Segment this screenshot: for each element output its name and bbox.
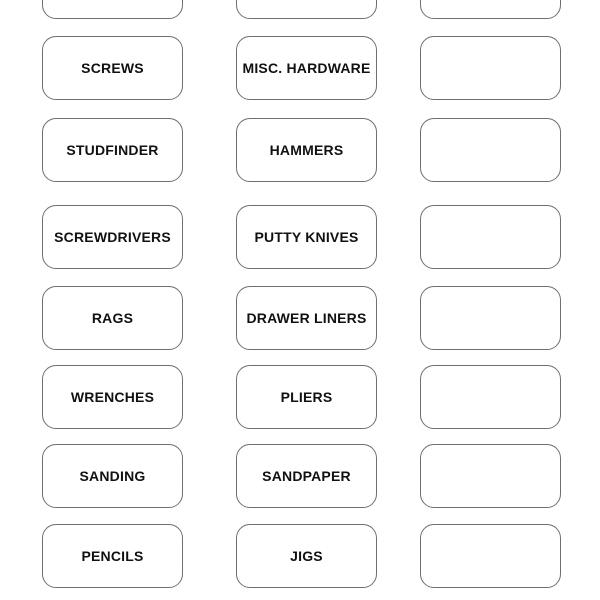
label-text: SCREWS (81, 60, 144, 76)
label-card-blank (420, 444, 561, 508)
label-text: RAGS (91, 310, 134, 326)
label-text: PENCILS (81, 548, 144, 564)
label-card (42, 0, 183, 19)
label-card (42, 286, 183, 350)
label-text: JIGS (290, 548, 323, 564)
label-card-blank (420, 0, 561, 19)
label-card (236, 118, 377, 182)
label-text: PLIERS (280, 389, 333, 405)
label-card-blank (420, 36, 561, 100)
label-text: HAMMERS (269, 142, 344, 158)
label-card-blank (420, 286, 561, 350)
label-card-blank (420, 365, 561, 429)
label-card (236, 36, 377, 100)
label-text: SCREWDRIVERS (54, 229, 171, 245)
label-card-blank (420, 205, 561, 269)
label-card (42, 36, 183, 100)
label-card-blank (420, 524, 561, 588)
label-text: WRENCHES (70, 389, 155, 405)
label-card (236, 286, 377, 350)
label-text: DRAWER LINERS (246, 310, 367, 326)
label-card (236, 444, 377, 508)
label-text: PUTTY KNIVES (254, 229, 359, 245)
label-card (236, 205, 377, 269)
label-card (42, 118, 183, 182)
label-card (236, 0, 377, 19)
label-card (42, 365, 183, 429)
label-card-blank (420, 118, 561, 182)
label-card (42, 444, 183, 508)
label-text: STUDFINDER (66, 142, 159, 158)
label-text: SANDPAPER (262, 468, 351, 484)
label-text: MISC. HARDWARE (242, 60, 371, 76)
label-card (42, 205, 183, 269)
label-card (236, 524, 377, 588)
label-card (42, 524, 183, 588)
label-card (236, 365, 377, 429)
label-text: SANDING (79, 468, 146, 484)
